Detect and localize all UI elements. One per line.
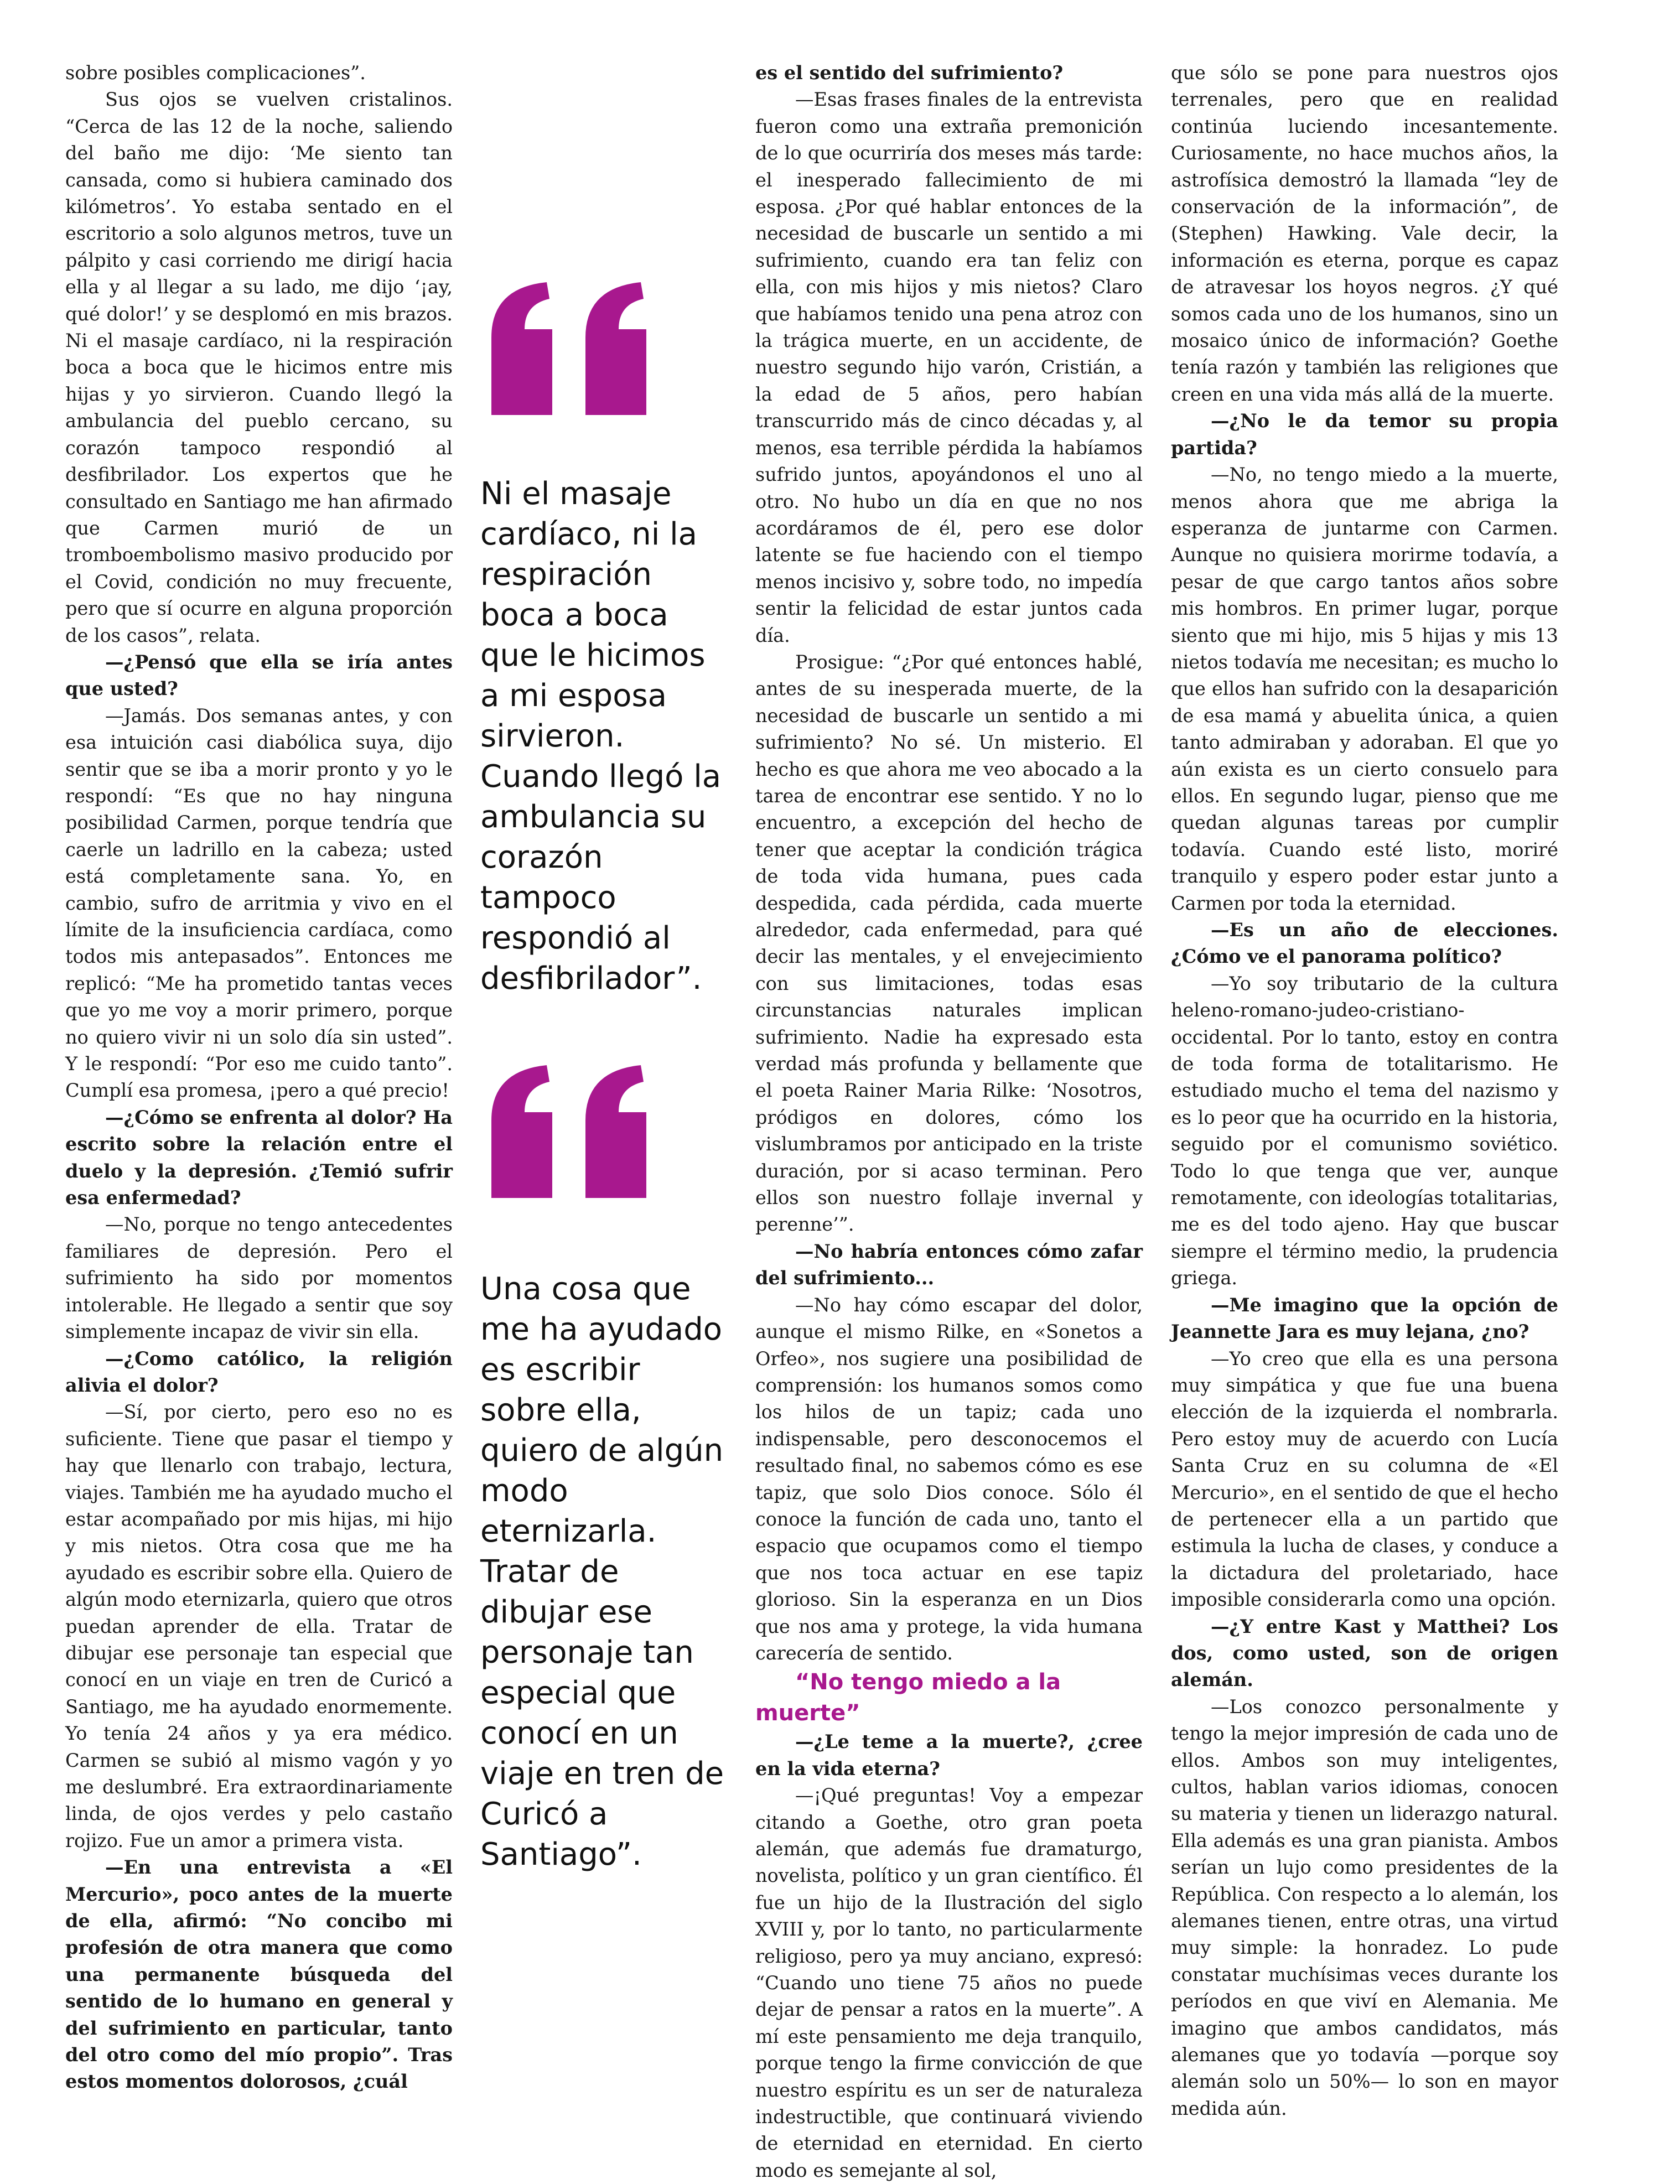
- interview-question: —En una entrevista a «El Mercurio», poco antes de la muerte de ella, afirmó: “No concibo mi profesión de otra manera que como una permanente búsqueda del sentido de lo humano en general y del sufrimiento en particular, tanto del otro como del mío propio”. Tras estos momentos dolorosos, ¿cuál: [65, 1856, 453, 2093]
- article-column-3: [755, 60, 1143, 2184]
- interview-question: —Es un año de elecciones. ¿Cómo ve el panorama político?: [1171, 919, 1558, 968]
- body-paragraph: —No hay cómo escapar del dolor, aunque el mismo Rilke, en «Sonetos a Orfeo», nos sugiere una posibilidad de comprensión: los humanos somos como los hilos de un tapiz; cada uno indispensable, pero desconocemos el resultado final, no sabemos cómo es ese tapiz, que solo Dios conoce. Sólo él conoce la función de cada uno, tanto el espacio que ocupamos como el tiempo que nos toca actuar en ese tapiz glorioso. Sin la esperanza en un Dios que nos ama y protege, la vida humana carecería de sentido.: [755, 1294, 1143, 1664]
- interview-question: —¿Como católico, la religión alivia el dolor?: [65, 1347, 453, 1396]
- interview-question: es el sentido del sufrimiento?: [755, 62, 1064, 84]
- body-paragraph: —Esas frases finales de la entrevista fueron como una extraña premonición de lo que ocurriría dos meses más tarde: el inesperado fallecimiento de mi esposa. ¿Por qué hablar entonces de la necesidad de buscarle un sentido a mi sufrimiento, cuando era tan feliz con ella, con mis hijos y mis nietos? Claro que habíamos tenido una pena atroz con la trágica muerte, en un accidente, de nuestro segundo hijo varón, Cristián, a la edad de 5 años, pero habían transcurrido más de cinco décadas y, al menos, esa terrible pérdida la habíamos sufrido juntos, apoyándonos el uno al otro. No hubo un día en que no nos acordáramos de él, pero ese dolor latente se fue haciendo con el tiempo menos incisivo y, sobre todo, no impedía sentir la felicidad de estar juntos cada día.: [755, 89, 1143, 646]
- body-paragraph: sobre posibles complicaciones”.: [65, 62, 366, 84]
- interview-question: —¿Pensó que ella se iría antes que usted?: [65, 651, 453, 700]
- interview-question: —Me imagino que la opción de Jeannette Jara es muy lejana, ¿no?: [1171, 1294, 1558, 1343]
- quote-mark-icon: [480, 277, 730, 421]
- quote-mark-icon: [480, 1060, 730, 1203]
- interview-question: —¿Cómo se enfrenta al dolor? Ha escrito sobre la relación entre el duelo y la depresión. ¿Temió sufrir esa enfermedad?: [65, 1106, 453, 1209]
- body-paragraph: —Sí, por cierto, pero eso no es suficiente. Tiene que pasar el tiempo y hay que llenarlo con trabajo, lectura, viajes. También me ha ayudado mucho el estar acompañado por mis hijas, mi hijo y mis nietos. Otra cosa que me ha ayudado es escribir sobre ella. Quiero de algún modo eternizarla, quiero que otros puedan aprender de ella. Tratar de dibujar ese personaje tan especial que conocí en un viaje en tren de Curicó a Santiago, me ha ayudado enormemente. Yo tenía 24 años y ya era médico. Carmen se subió al mismo vagón y yo me deslumbré. Era extraordinariamente linda, de ojos verdes y pelo castaño rojizo. Fue un amor a primera vista.: [65, 1401, 453, 1851]
- article-column-4: [1171, 60, 1558, 2122]
- interview-question: —¿Y entre Kast y Matthei? Los dos, como usted, son de origen alemán.: [1171, 1615, 1558, 1691]
- pull-quote-text: Una cosa que me ha ayudado es escribir sobre ella, quiero de algún modo eternizarla. Tratar de dibujar ese personaje tan especial que conocí en un viaje en tren de Curicó a Santiago”.: [480, 1271, 724, 1872]
- interview-question: —No habría entonces cómo zafar del sufrimiento...: [755, 1240, 1143, 1289]
- body-paragraph: —¡Qué preguntas! Voy a empezar citando a Goethe, otro gran poeta alemán, que además fue dramaturgo, novelista, político y un gran científico. Él fue un hijo de la Ilustración del siglo XVIII y, por lo tanto, no particularmente religioso, pero ya muy anciano, expresó: “Cuando uno tiene 75 años no puede dejar de pensar a ratos en la muerte”. A mí este pensamiento me deja tranquilo, porque tengo la firme convicción de que nuestro espíritu es un ser de naturaleza indestructible, que continuará viviendo de eternidad en eternidad. En cierto modo es semejante al sol,: [755, 1784, 1143, 2181]
- body-paragraph: —Jamás. Dos semanas antes, y con esa intuición casi diabólica suya, dijo sentir que se iba a morir pronto y yo le respondí: “Es que no hay ninguna posibilidad Carmen, porque tendría que caerle un ladrillo en la cabeza; usted está completamente sana. Yo, en cambio, sufro de arritmia y vivo en el límite de la insuficiencia cardíaca, como todos mis antepasados”. Entonces me replicó: “Me ha prometido tantas veces que yo me voy a morir primero, porque no quiero vivir ni un solo día sin usted”. Y le respondí: “Por eso me cuido tanto”. Cumplí esa promesa, ¡pero a qué precio!: [65, 704, 453, 1102]
- pull-quote-1: [480, 277, 730, 997]
- pull-quote-2: [480, 1060, 730, 1872]
- interview-question: —¿No le da temor su propia partida?: [1171, 410, 1558, 459]
- body-paragraph: Prosigue: “¿Por qué entonces hablé, antes de su inesperada muerte, de la necesidad de buscarle un sentido a mi sufrimiento? No sé. Un misterio. El hecho es que ahora me veo abocado a la tarea de encontrar ese sentido. Y no lo encuentro, a excepción del hecho de tener que aceptar la condición trágica de toda vida humana, pues cada despedida, cada pérdida, cada muerte alrededor, cada enfermedad, para qué decir las mentales, y el envejecimiento con sus limitaciones, todas esas circunstancias naturales implican sufrimiento. Nadie ha expresado esta verdad más profunda y bellamente que el poeta Rainer Maria Rilke: ‘Nosotros, pródigos en dolores, cómo los vislumbramos por anticipado en la triste duración, por si acaso terminan. Pero ellos son nuestro follaje invernal y perenne’”.: [755, 651, 1143, 1236]
- body-paragraph: que sólo se pone para nuestros ojos terrenales, pero que en realidad continúa luciendo incesantemente. Curiosamente, no hace muchos años, la astrofísica demostró la llamada “ley de conservación de la información”, de (Stephen) Hawking. Vale decir, la información es eterna, porque es capaz de atravesar los hoyos negros. ¿Y qué somos cada uno de los humanos, sino un mosaico único de información? Goethe tenía razón y también las religiones que creen en una vida más allá de la muerte.: [1171, 62, 1558, 405]
- body-paragraph: —Yo soy tributario de la cultura heleno-romano-judeo-cristiano-occidental. Por lo tanto, estoy en contra de toda forma de totalitarismo. He estudiado mucho el tema del nazismo y es lo peor que ha ocurrido en la historia, seguido por el comunismo soviético. Todo lo que tenga que ver, aunque remotamente, con ideologías totalitarias, me es del todo ajeno. Hay que buscar siempre el término medio, la prudencia griega.: [1171, 972, 1558, 1289]
- article-column-1: [65, 60, 453, 2095]
- body-paragraph: —No, porque no tengo antecedentes familiares de depresión. Pero el sufrimiento ha sido por momentos intolerable. He llegado a sentir que soy simplemente incapaz de vivir sin ella.: [65, 1213, 453, 1343]
- pull-quote-text: Ni el masaje cardíaco, ni la respiración boca a boca que le hicimos a mi esposa sirvieron. Cuando llegó la ambulancia su corazón tampoco respondió al desfibrilador”.: [480, 476, 722, 997]
- section-subheading: “No tengo miedo a la muerte”: [755, 1669, 1061, 1726]
- body-paragraph: —Yo creo que ella es una persona muy simpática y que fue una buena elección de la izquierda el nombrarla. Pero estoy muy de acuerdo con Lucía Santa Cruz en su columna de «El Mercurio», en el sentido de que el hecho de pertenecer ella a un partido que estimula la lucha de clases, y conduce a la dictadura del proletariado, hace imposible considerarla como una opción.: [1171, 1347, 1558, 1611]
- body-paragraph: —Los conozco personalmente y tengo la mejor impresión de cada uno de ellos. Ambos son muy inteligentes, cultos, hablan varios idiomas, conocen su materia y tienen un liderazgo natural. Ella además es una gran pianista. Ambos serían un lujo como presidentes de la República. Con respecto a lo alemán, los alemanes tienen, entre otras, una virtud muy simple: la honradez. Lo pude constatar muchísimas veces durante los períodos en que viví en Alemania. Me imagino que ambos candidatos, más alemanes que yo todavía —porque soy alemán solo un 50%— lo son en mayor medida aún.: [1171, 1695, 1558, 2119]
- body-paragraph: —No, no tengo miedo a la muerte, menos ahora que me abriga la esperanza de juntarme con Carmen. Aunque no quisiera morirme todavía, a pesar de que cargo tantos años sobre mis hombros. En primer lugar, porque siento que mi hijo, mis 5 hijas y mis 13 nietos todavía me necesitan; es mucho lo que ellos han sufrido con la desaparición de esa mamá y abuelita única, a quien tanto admiraban y adoraban. El que yo aún exista es un cierto consuelo para ellos. En segundo lugar, pienso que me quedan algunas tareas por cumplir todavía. Cuando esté listo, moriré tranquilo y espero poder estar junto a Carmen por toda la eternidad.: [1171, 464, 1558, 914]
- body-paragraph: Sus ojos se vuelven cristalinos. “Cerca de las 12 de la noche, saliendo del baño me dijo: ‘Me siento tan cansada, como si hubiera caminado dos kilómetros’. Yo estaba sentado en el escritorio a solo algunos metros, tuve un pálpito y casi corriendo me dirigí hacia ella y al llegar a su lado, me dijo ‘¡ay, qué dolor!’ y se desplomó en mis brazos. Ni el masaje cardíaco, ni la respiración boca a boca que le hicimos entre mis hijas y yo sirvieron. Cuando llegó la ambulancia del pueblo cercano, su corazón tampoco respondió al desfibrilador. Los expertos que he consultado en Santiago me han afirmado que Carmen murió de un tromboembolismo masivo producido por el Covid, condición no muy frecuente, pero que sí ocurre en alguna proporción de los casos”, relata.: [65, 89, 453, 646]
- interview-question: —¿Le teme a la muerte?, ¿cree en la vida eterna?: [755, 1731, 1143, 1780]
